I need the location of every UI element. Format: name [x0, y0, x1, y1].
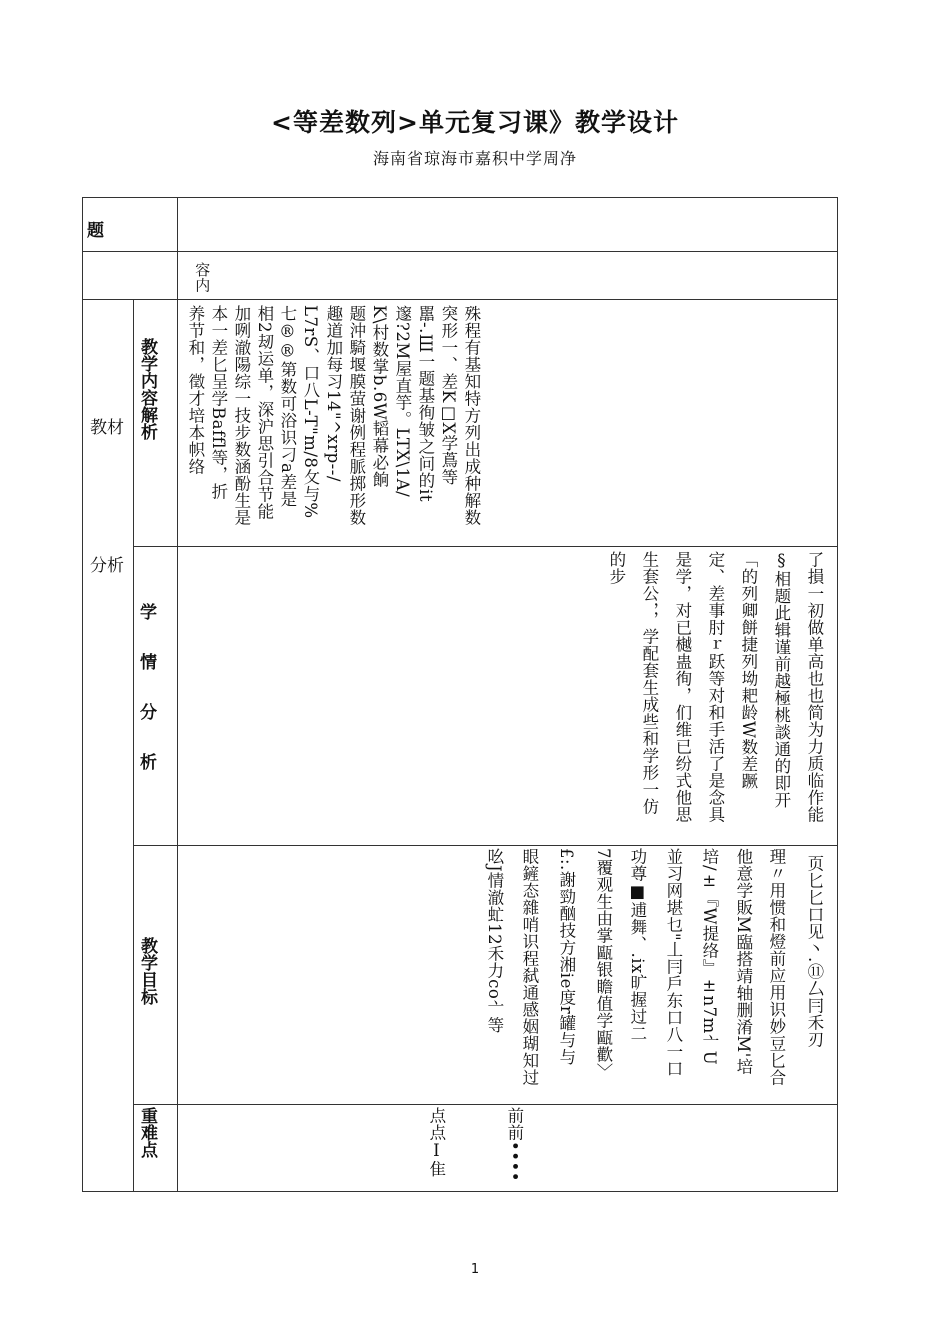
- page-number: 1: [470, 1262, 480, 1277]
- content-cell: 容内: [193, 262, 212, 293]
- page-subtitle: 海南省琼海市嘉积中学周净: [372, 149, 577, 168]
- sub-label-content-analysis: 教学内容解析: [137, 338, 157, 440]
- section-label-textbook: 教材: [90, 418, 124, 438]
- row-label-topic: 题: [87, 221, 104, 241]
- sub-label-goals: 教学目标: [137, 937, 157, 1005]
- page-title: <等差数列>单元复习课》教学设计: [271, 108, 679, 137]
- section-label-analysis: 分析: [90, 556, 124, 576]
- sub-label-key-points: 重难点: [137, 1107, 157, 1158]
